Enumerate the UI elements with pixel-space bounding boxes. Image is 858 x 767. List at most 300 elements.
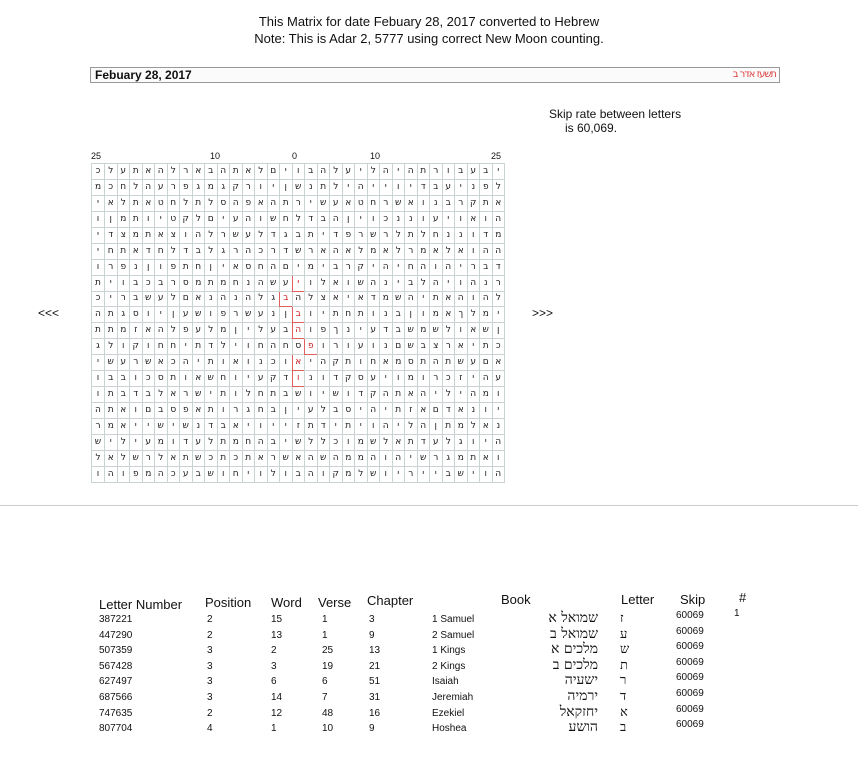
matrix-cell: ס [405,355,418,371]
matrix-cell: י [280,434,293,450]
matrix-cell: ל [405,419,418,435]
cell-chapter: 9 [369,629,375,641]
matrix-cell: נ [255,355,268,371]
matrix-cell: ג [117,307,130,323]
matrix-cell: ל [167,243,180,259]
matrix-cell: י [355,164,368,180]
matrix-cell: ק [230,179,243,195]
matrix-cell: ח [192,259,205,275]
matrix-cell: ן [167,307,180,323]
matrix-cell: ת [342,419,355,435]
matrix-cell: ב [142,387,155,403]
matrix-cell: ח [367,355,380,371]
matrix-cell: ח [255,339,268,355]
matrix-cell: ח [342,307,355,323]
matrix-cell: ס [217,195,230,211]
matrix-cell: ן [405,307,418,323]
cell-letter-number: 807704 [99,723,133,735]
matrix-cell: ל [130,179,143,195]
cell-verse: 7 [322,692,328,703]
cell-hebrew-book: מלכים ב [552,656,598,673]
matrix-row [92,164,505,180]
matrix-cell: א [455,339,468,355]
matrix-cell: ת [130,164,143,180]
matrix-cell: ה [392,450,405,466]
matrix-cell: ו [92,466,105,482]
matrix-cell: פ [130,466,143,482]
matrix-cell: ש [242,307,255,323]
matrix-cell: ו [292,164,305,180]
matrix-cell: ת [105,323,118,339]
matrix-cell: י [355,211,368,227]
matrix-cell: מ [217,323,230,339]
matrix-cell: ל [255,227,268,243]
matrix-cell: י [455,259,468,275]
matrix-cell: י [317,227,330,243]
matrix-cell: י [167,419,180,435]
matrix-cell: י [317,259,330,275]
matrix-cell: ע [442,179,455,195]
matrix-cell: ש [205,466,218,482]
matrix-cell: י [217,211,230,227]
matrix-cell: ת [242,450,255,466]
matrix-cell: א [467,211,480,227]
matrix-cell: ע [342,164,355,180]
matrix-cell: י [292,275,305,291]
matrix-cell: ח [367,195,380,211]
matrix-cell: ש [405,323,418,339]
divider [0,505,858,506]
matrix-cell: ן [280,403,293,419]
matrix-cell: נ [130,259,143,275]
cell-verse: 10 [322,723,334,735]
matrix-cell: י [480,434,493,450]
matrix-cell: ת [117,243,130,259]
matrix-cell: ה [242,211,255,227]
matrix-cell: ה [155,323,168,339]
matrix-cell: י [467,371,480,387]
matrix-cell: י [242,371,255,387]
matrix-cell: ש [455,466,468,482]
matrix-cell: י [305,355,318,371]
cell-skip: 60069 [676,625,704,637]
matrix-cell: ר [430,371,443,387]
matrix-cell: ר [467,259,480,275]
matrix-cell: ו [255,179,268,195]
matrix-cell: א [142,195,155,211]
matrix-cell: מ [455,450,468,466]
matrix-row [92,307,505,323]
matrix-cell: ע [142,434,155,450]
matrix-cell: י [380,371,393,387]
matrix-cell: ה [305,466,318,482]
matrix-cell: ת [205,275,218,291]
matrix-cell: ק [130,339,143,355]
matrix-cell: ו [255,419,268,435]
matrix-cell: ו [280,355,293,371]
matrix-cell: ח [117,179,130,195]
matrix-cell: ה [317,164,330,180]
matrix-cell: ת [105,307,118,323]
prev-button[interactable]: <<< [38,306,60,320]
matrix-cell: ה [192,227,205,243]
matrix-cell: ה [155,466,168,482]
matrix-cell: ב [305,164,318,180]
matrix-cell: ת [167,371,180,387]
matrix-cell: מ [117,323,130,339]
matrix-cell: ר [242,179,255,195]
matrix-cell: ק [355,259,368,275]
letter-grid [91,163,505,483]
matrix-cell: י [330,419,343,435]
matrix-cell: ד [330,371,343,387]
matrix-cell: ר [292,195,305,211]
matrix-cell: ו [317,466,330,482]
matrix-cell: נ [442,227,455,243]
matrix-cell: ר [230,243,243,259]
matrix-cell: ע [305,403,318,419]
matrix-cell: ר [230,403,243,419]
matrix-cell: י [492,164,505,180]
matrix-cell: ד [105,227,118,243]
matrix-cell: ח [217,371,230,387]
cell-word: 12 [271,707,283,719]
matrix-cell: א [130,243,143,259]
matrix-cell: כ [255,243,268,259]
matrix-cell: ת [317,179,330,195]
matrix-cell: ל [392,227,405,243]
matrix-cell: ב [292,227,305,243]
cell-verse: 1 [322,614,328,625]
matrix-cell: מ [480,307,493,323]
matrix-cell: א [292,450,305,466]
matrix-cell: ע [467,164,480,180]
matrix-cell: ה [267,259,280,275]
cell-chapter: 21 [369,660,381,672]
matrix-cell: ל [467,307,480,323]
matrix-cell: ת [205,403,218,419]
matrix-cell: י [455,179,468,195]
matrix-cell: ן [430,419,443,435]
matrix-cell: ב [392,307,405,323]
matrix-cell: ל [392,243,405,259]
matrix-cell: ד [355,387,368,403]
matrix-cell: ג [455,434,468,450]
matrix-row [92,403,505,419]
cell-word: 3 [271,660,277,672]
matrix-cell: ש [292,179,305,195]
matrix-cell: ד [442,403,455,419]
matrix-cell: מ [392,355,405,371]
matrix-cell: ש [192,450,205,466]
matrix-cell: ס [180,275,193,291]
axis-label-center-0: 0 [292,151,298,161]
matrix-cell: ד [367,291,380,307]
matrix-cell: ה [367,403,380,419]
matrix-cell: מ [155,434,168,450]
matrix-cell: ל [117,195,130,211]
matrix-cell: מ [417,323,430,339]
matrix-cell: י [105,434,118,450]
cell-hebrew-book: שמואל א [548,610,598,626]
matrix-cell: ב [267,403,280,419]
matrix-cell: ש [267,211,280,227]
matrix-cell: ת [480,195,493,211]
matrix-cell: ל [317,275,330,291]
matrix-cell: נ [405,211,418,227]
matrix-cell: ז [405,403,418,419]
matrix-cell: א [192,291,205,307]
matrix-cell: ת [280,195,293,211]
matrix-cell: ל [492,291,505,307]
matrix-cell: כ [205,450,218,466]
matrix-cell: א [442,307,455,323]
matrix-cell: ט [155,195,168,211]
matrix-cell: כ [167,355,180,371]
matrix-cell: ו [117,275,130,291]
matrix-cell: נ [430,195,443,211]
cell-position: 2 [207,629,213,641]
matrix-cell: י [92,243,105,259]
matrix-cell: ה [417,387,430,403]
matrix-cell: ר [180,387,193,403]
matrix-cell: א [330,275,343,291]
matrix-cell: ח [242,434,255,450]
matrix-cell: א [342,195,355,211]
matrix-cell: ב [330,403,343,419]
matrix-cell: י [392,466,405,482]
matrix-cell: ש [292,434,305,450]
matrix-cell: ו [342,275,355,291]
matrix-cell: ב [217,419,230,435]
matrix-cell: י [155,307,168,323]
matrix-cell: ת [355,307,368,323]
matrix-cell: ם [480,355,493,371]
matrix-row [92,291,505,307]
matrix-cell: ה [492,243,505,259]
matrix-cell: ל [167,323,180,339]
matrix-cell: ו [305,307,318,323]
matrix-cell: ו [342,339,355,355]
matrix-cell: ה [430,355,443,371]
matrix-cell: ג [442,450,455,466]
matrix-cell: ו [117,466,130,482]
matrix-cell: ו [305,387,318,403]
matrix-cell: ד [180,434,193,450]
matrix-cell: ל [267,466,280,482]
matrix-cell: נ [342,323,355,339]
cell-book: 2 Kings [432,660,466,672]
matrix-cell: ו [242,355,255,371]
matrix-cell: ב [155,403,168,419]
matrix-cell: ו [180,227,193,243]
matrix-cell: א [117,403,130,419]
matrix-cell: ו [217,403,230,419]
matrix-cell: ש [155,419,168,435]
matrix-cell: ה [480,291,493,307]
matrix-cell: א [142,323,155,339]
matrix-cell: ו [367,307,380,323]
matrix-cell: ו [467,243,480,259]
cell-book: 1 Kings [432,645,466,657]
matrix-cell: ו [217,355,230,371]
matrix-cell: ש [480,323,493,339]
matrix-cell: א [230,355,243,371]
matrix-cell: ה [105,466,118,482]
matrix-cell: י [205,387,218,403]
matrix-cell: ה [380,419,393,435]
matrix-cell: ל [167,164,180,180]
matrix-cell: כ [492,339,505,355]
cell-letter-number: 507359 [99,645,133,657]
cell-hebrew-book: ירמיה [567,688,598,704]
matrix-cell: ש [142,355,155,371]
cell-letter-number: 687566 [99,692,133,703]
matrix-cell: נ [492,419,505,435]
matrix-cell: א [380,355,393,371]
cell-number: 1 [734,608,740,619]
matrix-cell: מ [305,259,318,275]
matrix-cell: י [105,275,118,291]
matrix-cell: ח [167,339,180,355]
matrix-cell: ב [430,179,443,195]
matrix-cell: ל [117,450,130,466]
matrix-cell: א [380,243,393,259]
matrix-cell: א [405,387,418,403]
matrix-cell: ה [267,195,280,211]
matrix-cell: ק [367,387,380,403]
matrix-cell: ה [242,243,255,259]
matrix-cell: ס [155,371,168,387]
matrix-cell: א [105,195,118,211]
matrix-cell: ב [192,243,205,259]
matrix-cell: ה [467,275,480,291]
next-button[interactable]: >>> [532,306,554,320]
matrix-cell: ג [280,227,293,243]
matrix-cell: ל [467,419,480,435]
matrix-cell: י [467,466,480,482]
matrix-cell: ם [180,291,193,307]
matrix-cell: ש [367,466,380,482]
matrix-cell: ע [242,227,255,243]
cell-hebrew-book: יחזקאל [559,703,598,720]
matrix-cell: ש [417,450,430,466]
matrix-cell: ל [417,275,430,291]
header-skip: Skip [680,592,706,607]
matrix-cell: ת [192,195,205,211]
matrix-cell: י [267,179,280,195]
skip-note-line1: Skip rate between letters [549,107,682,121]
matrix-cell: ו [130,403,143,419]
matrix-cell: א [155,227,168,243]
cell-verse: 25 [322,645,334,657]
matrix-cell: י [492,307,505,323]
cell-letter: א [620,704,628,720]
matrix-cell: ר [442,339,455,355]
matrix-cell: פ [167,259,180,275]
matrix-cell: פ [317,323,330,339]
cell-book: 1 Samuel [432,614,475,625]
matrix-cell: ו [155,259,168,275]
matrix-cell: י [267,419,280,435]
matrix-cell: ש [230,227,243,243]
matrix-cell: כ [167,466,180,482]
cell-word: 6 [271,676,277,688]
matrix-cell: צ [430,339,443,355]
matrix-cell: ב [280,291,293,307]
matrix-cell: א [167,387,180,403]
matrix-cell: ל [355,466,368,482]
matrix-cell: ל [105,164,118,180]
matrix-cell: ת [230,164,243,180]
matrix-cell: ת [130,195,143,211]
matrix-cell: ה [492,466,505,482]
matrix-cell: י [180,339,193,355]
matrix-cell: י [417,466,430,482]
matrix-cell: י [392,164,405,180]
matrix-cell: ל [92,450,105,466]
axis-label-left-25: 25 [91,151,102,161]
matrix-cell: מ [455,419,468,435]
letter-matrix [91,163,505,483]
matrix-cell: א [442,291,455,307]
matrix-cell: ש [317,195,330,211]
matrix-cell: י [355,403,368,419]
matrix-cell: ב [155,275,168,291]
matrix-cell: ה [442,259,455,275]
matrix-cell: ל [205,227,218,243]
cell-skip: 60069 [676,672,704,684]
matrix-cell: ה [492,434,505,450]
matrix-cell: ל [442,434,455,450]
matrix-cell: ל [330,179,343,195]
matrix-row [92,259,505,275]
matrix-cell: ת [92,275,105,291]
header-word: Word [271,595,302,610]
matrix-cell: י [292,403,305,419]
matrix-cell: ד [417,434,430,450]
matrix-cell: ו [305,275,318,291]
matrix-cell: י [367,179,380,195]
matrix-cell: א [492,195,505,211]
matrix-row [92,323,505,339]
matrix-cell: ל [167,291,180,307]
cell-chapter: 31 [369,692,381,703]
matrix-cell: ו [467,434,480,450]
matrix-cell: א [392,434,405,450]
cell-skip: 60069 [676,610,704,621]
matrix-cell: ת [417,164,430,180]
matrix-cell: ו [417,307,430,323]
matrix-cell: ד [417,179,430,195]
matrix-cell: ר [117,291,130,307]
matrix-cell: ס [167,403,180,419]
matrix-cell: ג [242,403,255,419]
matrix-cell: א [255,195,268,211]
matrix-cell: ת [305,227,318,243]
matrix-cell: ל [205,243,218,259]
matrix-cell: ו [167,434,180,450]
matrix-cell: מ [130,227,143,243]
matrix-cell: ב [480,259,493,275]
matrix-row [92,275,505,291]
matrix-cell: ל [155,387,168,403]
matrix-cell: ח [230,275,243,291]
matrix-cell: י [392,419,405,435]
matrix-cell: ב [130,275,143,291]
axis-label-right-10: 10 [370,151,381,161]
cell-book: Isaiah [432,676,459,688]
